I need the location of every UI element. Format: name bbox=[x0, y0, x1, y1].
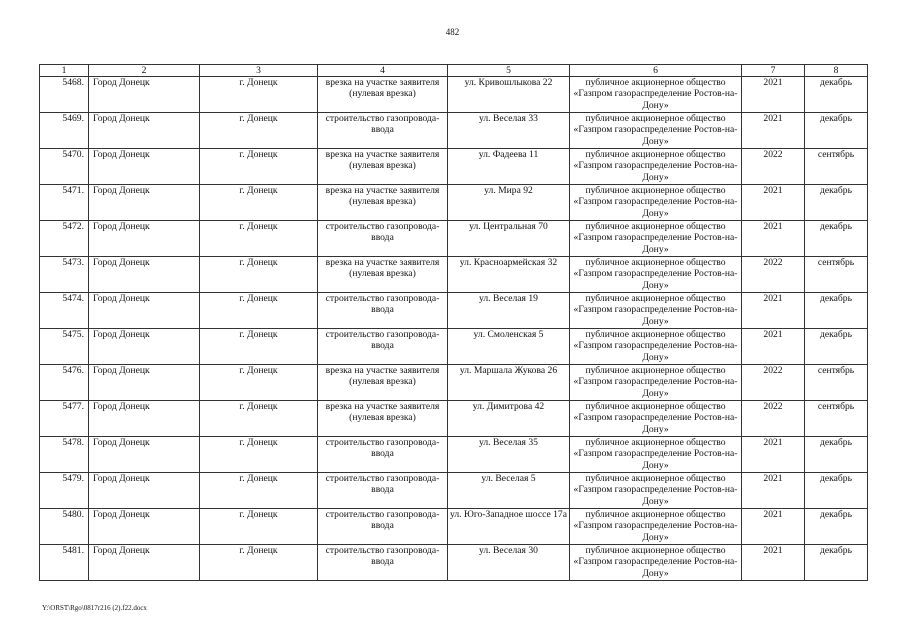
row-number-cell: 5472. bbox=[40, 221, 89, 257]
column-number-cell: 8 bbox=[805, 65, 868, 77]
table-row bbox=[40, 365, 868, 401]
row-number-cell: 5468. bbox=[40, 77, 89, 113]
address-cell: ул. Веселая 19 bbox=[448, 293, 570, 329]
row-number-cell: 5473. bbox=[40, 257, 89, 293]
month-cell: декабрь bbox=[805, 437, 868, 473]
year-cell: 2022 bbox=[742, 257, 805, 293]
address-cell: ул. Смоленская 5 bbox=[448, 329, 570, 365]
address-cell: ул. Веселая 30 bbox=[448, 545, 570, 581]
month-cell: декабрь bbox=[805, 77, 868, 113]
work-type-cell: строительство газопровода-ввода bbox=[318, 221, 448, 257]
settlement-cell: г. Донецк bbox=[200, 437, 318, 473]
month-cell: декабрь bbox=[805, 329, 868, 365]
year-cell: 2021 bbox=[742, 545, 805, 581]
settlement-cell: г. Донецк bbox=[200, 329, 318, 365]
organization-cell: публичное акционерное общество «Газпром газораспределение Ростов-на-Дону» bbox=[570, 185, 742, 221]
address-cell: ул. Красноармейская 32 bbox=[448, 257, 570, 293]
settlement-cell: г. Донецк bbox=[200, 473, 318, 509]
column-number-cell: 7 bbox=[742, 65, 805, 77]
address-cell: ул. Фадеева 11 bbox=[448, 149, 570, 185]
table-row bbox=[40, 149, 868, 185]
settlement-cell: г. Донецк bbox=[200, 545, 318, 581]
municipality-cell: Город Донецк bbox=[89, 473, 200, 509]
municipality-cell: Город Донецк bbox=[89, 113, 200, 149]
address-cell: ул. Веселая 33 bbox=[448, 113, 570, 149]
organization-cell: публичное акционерное общество «Газпром газораспределение Ростов-на-Дону» bbox=[570, 545, 742, 581]
column-number-cell: 3 bbox=[200, 65, 318, 77]
settlement-cell: г. Донецк bbox=[200, 257, 318, 293]
row-number-cell: 5477. bbox=[40, 401, 89, 437]
organization-cell: публичное акционерное общество «Газпром газораспределение Ростов-на-Дону» bbox=[570, 401, 742, 437]
organization-cell: публичное акционерное общество «Газпром газораспределение Ростов-на-Дону» bbox=[570, 149, 742, 185]
settlement-cell: г. Донецк bbox=[200, 185, 318, 221]
row-number-cell: 5471. bbox=[40, 185, 89, 221]
address-cell: ул. Веселая 35 bbox=[448, 437, 570, 473]
month-cell: декабрь bbox=[805, 221, 868, 257]
work-type-cell: строительство газопровода-ввода bbox=[318, 437, 448, 473]
file-path-footer: Y:\ORST\Rgo\0817r216 (2).f22.docx bbox=[42, 604, 147, 612]
municipality-cell: Город Донецк bbox=[89, 185, 200, 221]
column-number-cell: 4 bbox=[318, 65, 448, 77]
settlement-cell: г. Донецк bbox=[200, 77, 318, 113]
organization-cell: публичное акционерное общество «Газпром газораспределение Ростов-на-Дону» bbox=[570, 77, 742, 113]
year-cell: 2022 bbox=[742, 365, 805, 401]
table-row bbox=[40, 401, 868, 437]
column-number-cell: 5 bbox=[448, 65, 570, 77]
municipality-cell: Город Донецк bbox=[89, 293, 200, 329]
table-row bbox=[40, 473, 868, 509]
address-cell: ул. Веселая 5 bbox=[448, 473, 570, 509]
municipality-cell: Город Донецк bbox=[89, 221, 200, 257]
settlement-cell: г. Донецк bbox=[200, 365, 318, 401]
address-cell: ул. Центральная 70 bbox=[448, 221, 570, 257]
settlement-cell: г. Донецк bbox=[200, 293, 318, 329]
municipality-cell: Город Донецк bbox=[89, 329, 200, 365]
organization-cell: публичное акционерное общество «Газпром газораспределение Ростов-на-Дону» bbox=[570, 293, 742, 329]
year-cell: 2022 bbox=[742, 149, 805, 185]
work-type-cell: врезка на участке заявителя (нулевая врезка) bbox=[318, 149, 448, 185]
address-cell: ул. Мира 92 bbox=[448, 185, 570, 221]
row-number-cell: 5474. bbox=[40, 293, 89, 329]
municipality-cell: Город Донецк bbox=[89, 401, 200, 437]
month-cell: сентябрь bbox=[805, 149, 868, 185]
settlement-cell: г. Донецк bbox=[200, 221, 318, 257]
organization-cell: публичное акционерное общество «Газпром газораспределение Ростов-на-Дону» bbox=[570, 437, 742, 473]
month-cell: декабрь bbox=[805, 185, 868, 221]
organization-cell: публичное акционерное общество «Газпром газораспределение Ростов-на-Дону» bbox=[570, 473, 742, 509]
settlement-cell: г. Донецк bbox=[200, 401, 318, 437]
month-cell: декабрь bbox=[805, 293, 868, 329]
municipality-cell: Город Донецк bbox=[89, 509, 200, 545]
settlement-cell: г. Донецк bbox=[200, 509, 318, 545]
column-number-cell: 2 bbox=[89, 65, 200, 77]
year-cell: 2021 bbox=[742, 437, 805, 473]
work-type-cell: строительство газопровода-ввода bbox=[318, 509, 448, 545]
organization-cell: публичное акционерное общество «Газпром газораспределение Ростов-на-Дону» bbox=[570, 221, 742, 257]
row-number-cell: 5480. bbox=[40, 509, 89, 545]
work-type-cell: врезка на участке заявителя (нулевая врезка) bbox=[318, 401, 448, 437]
table-row bbox=[40, 437, 868, 473]
column-number-cell: 1 bbox=[40, 65, 89, 77]
organization-cell: публичное акционерное общество «Газпром газораспределение Ростов-на-Дону» bbox=[570, 509, 742, 545]
infrastructure-table bbox=[39, 64, 868, 581]
month-cell: сентябрь bbox=[805, 257, 868, 293]
row-number-cell: 5476. bbox=[40, 365, 89, 401]
settlement-cell: г. Донецк bbox=[200, 149, 318, 185]
year-cell: 2021 bbox=[742, 509, 805, 545]
month-cell: декабрь bbox=[805, 113, 868, 149]
table-row bbox=[40, 293, 868, 329]
work-type-cell: строительство газопровода-ввода bbox=[318, 293, 448, 329]
organization-cell: публичное акционерное общество «Газпром газораспределение Ростов-на-Дону» bbox=[570, 257, 742, 293]
table-row bbox=[40, 257, 868, 293]
work-type-cell: врезка на участке заявителя (нулевая врезка) bbox=[318, 257, 448, 293]
year-cell: 2021 bbox=[742, 329, 805, 365]
table-row bbox=[40, 77, 868, 113]
row-number-cell: 5481. bbox=[40, 545, 89, 581]
work-type-cell: врезка на участке заявителя (нулевая врезка) bbox=[318, 77, 448, 113]
work-type-cell: строительство газопровода-ввода bbox=[318, 473, 448, 509]
municipality-cell: Город Донецк bbox=[89, 365, 200, 401]
address-cell: ул. Димитрова 42 bbox=[448, 401, 570, 437]
address-cell: ул. Юго-Западное шоссе 17а bbox=[448, 509, 570, 545]
month-cell: сентябрь bbox=[805, 401, 868, 437]
work-type-cell: строительство газопровода-ввода bbox=[318, 329, 448, 365]
month-cell: декабрь bbox=[805, 473, 868, 509]
year-cell: 2021 bbox=[742, 185, 805, 221]
work-type-cell: врезка на участке заявителя (нулевая врезка) bbox=[318, 185, 448, 221]
month-cell: декабрь bbox=[805, 509, 868, 545]
address-cell: ул. Кривошлыкова 22 bbox=[448, 77, 570, 113]
row-number-cell: 5479. bbox=[40, 473, 89, 509]
year-cell: 2021 bbox=[742, 293, 805, 329]
table-row bbox=[40, 329, 868, 365]
year-cell: 2021 bbox=[742, 221, 805, 257]
year-cell: 2021 bbox=[742, 113, 805, 149]
row-number-cell: 5475. bbox=[40, 329, 89, 365]
month-cell: сентябрь bbox=[805, 365, 868, 401]
organization-cell: публичное акционерное общество «Газпром газораспределение Ростов-на-Дону» bbox=[570, 365, 742, 401]
year-cell: 2021 bbox=[742, 77, 805, 113]
table-row bbox=[40, 221, 868, 257]
table-row bbox=[40, 509, 868, 545]
row-number-cell: 5469. bbox=[40, 113, 89, 149]
year-cell: 2021 bbox=[742, 473, 805, 509]
work-type-cell: строительство газопровода-ввода bbox=[318, 545, 448, 581]
year-cell: 2022 bbox=[742, 401, 805, 437]
row-number-cell: 5470. bbox=[40, 149, 89, 185]
municipality-cell: Город Донецк bbox=[89, 545, 200, 581]
column-number-cell: 6 bbox=[570, 65, 742, 77]
page-number: 482 bbox=[445, 27, 460, 37]
settlement-cell: г. Донецк bbox=[200, 113, 318, 149]
organization-cell: публичное акционерное общество «Газпром газораспределение Ростов-на-Дону» bbox=[570, 113, 742, 149]
work-type-cell: врезка на участке заявителя (нулевая врезка) bbox=[318, 365, 448, 401]
table-row bbox=[40, 113, 868, 149]
municipality-cell: Город Донецк bbox=[89, 257, 200, 293]
column-number-header bbox=[40, 65, 868, 77]
municipality-cell: Город Донецк bbox=[89, 149, 200, 185]
municipality-cell: Город Донецк bbox=[89, 77, 200, 113]
table-row bbox=[40, 545, 868, 581]
municipality-cell: Город Донецк bbox=[89, 437, 200, 473]
address-cell: ул. Маршала Жукова 26 bbox=[448, 365, 570, 401]
work-type-cell: строительство газопровода-ввода bbox=[318, 113, 448, 149]
organization-cell: публичное акционерное общество «Газпром газораспределение Ростов-на-Дону» bbox=[570, 329, 742, 365]
row-number-cell: 5478. bbox=[40, 437, 89, 473]
table-row bbox=[40, 185, 868, 221]
month-cell: декабрь bbox=[805, 545, 868, 581]
